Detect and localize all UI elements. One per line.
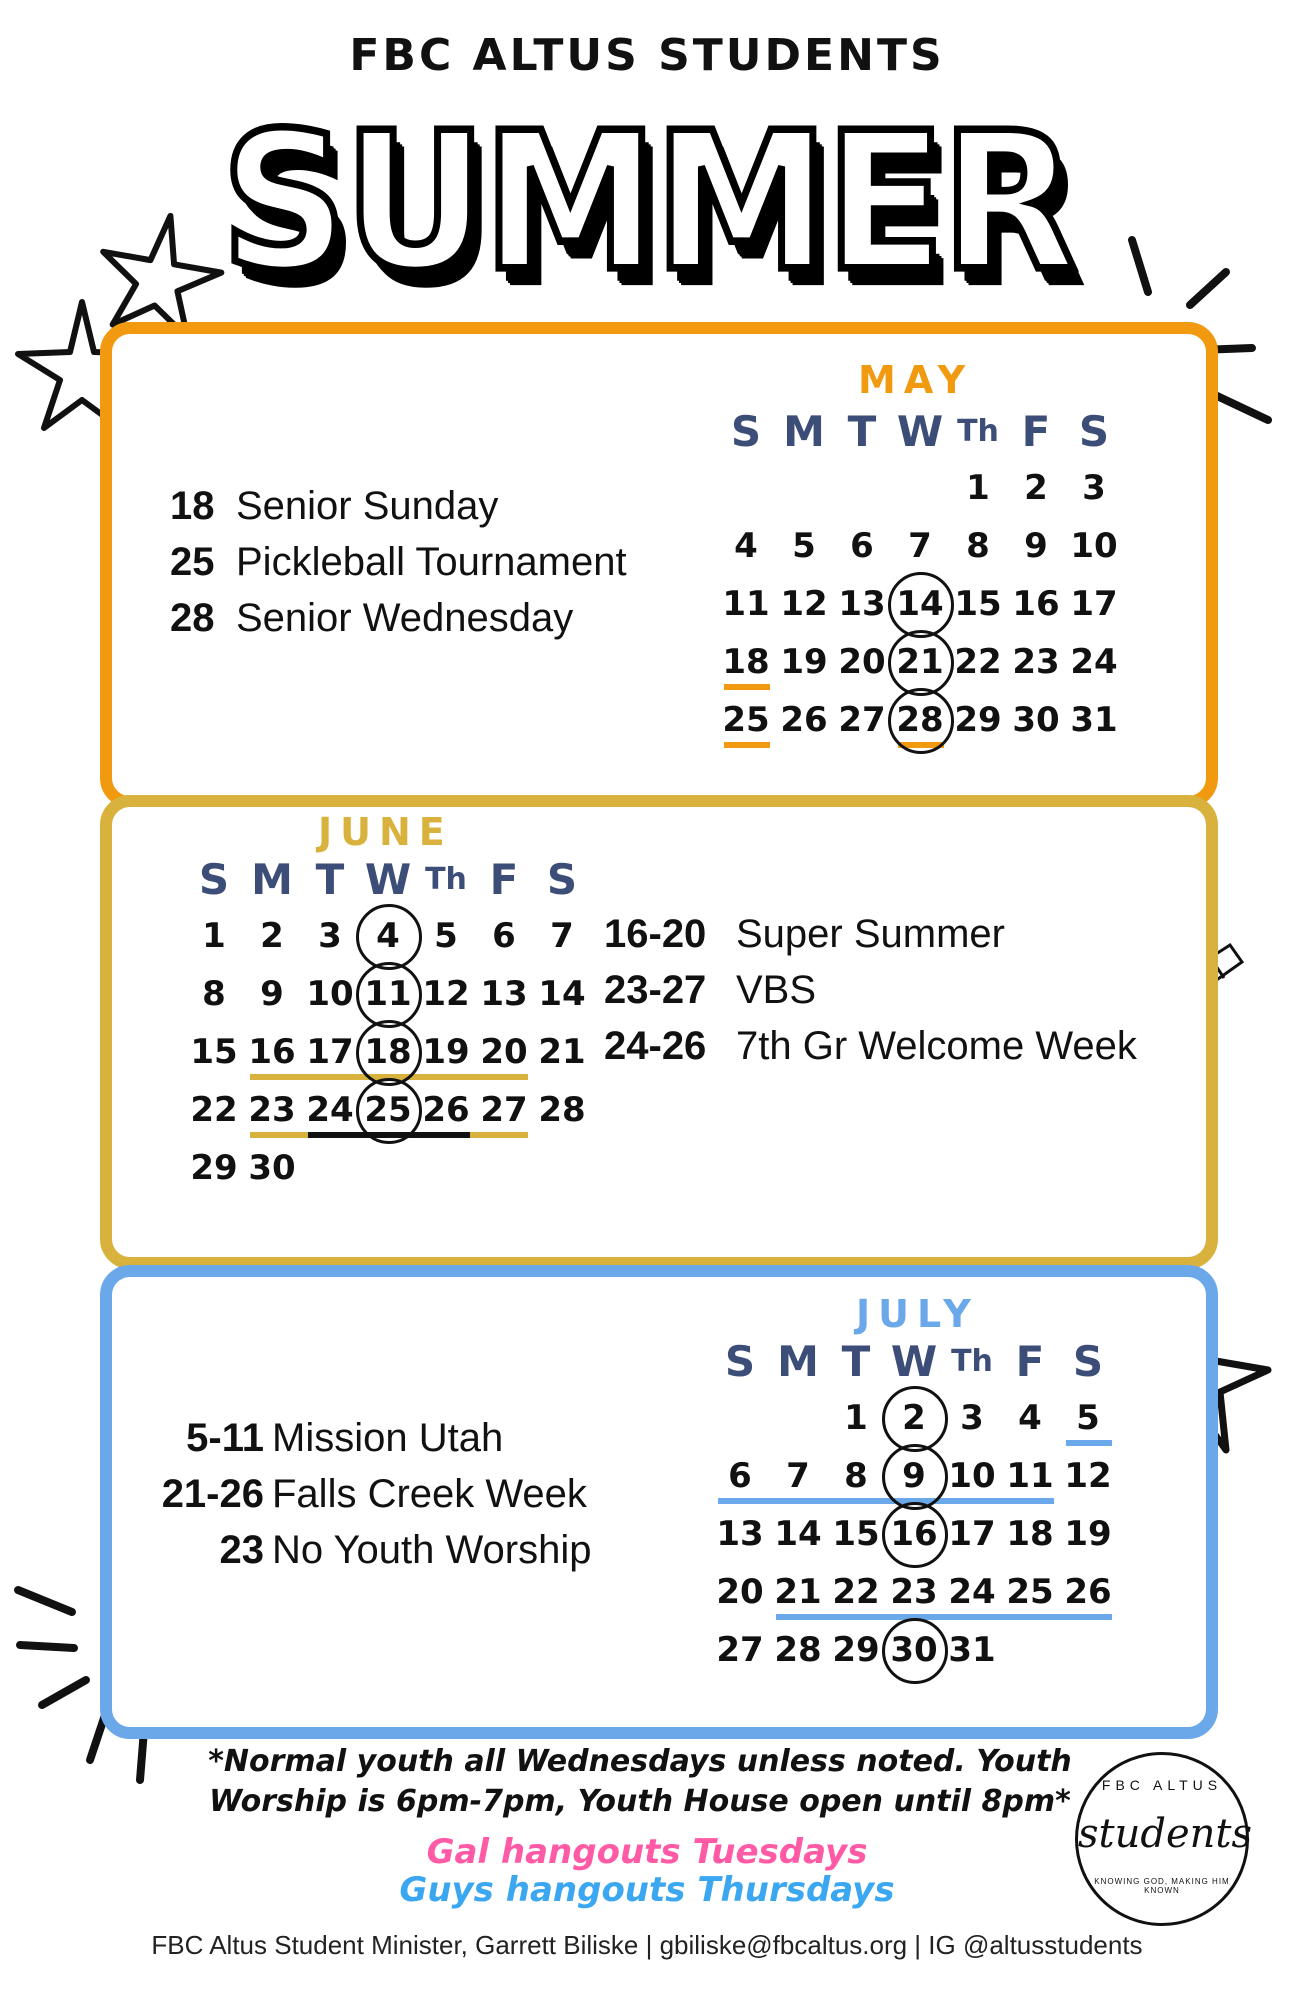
event-row: [604, 1018, 1137, 1074]
calendar-day: 30: [890, 1630, 938, 1670]
calendar-day: 7: [908, 526, 932, 566]
weekday-header: M: [783, 407, 825, 456]
june-month-label: JUNE: [318, 810, 453, 854]
wednesday-circle: [882, 1502, 948, 1568]
may-month-label: MAY: [858, 358, 974, 402]
calendar-day: 16: [248, 1032, 296, 1072]
calendar-day: 20: [838, 642, 886, 682]
calendar-day: 7: [786, 1456, 810, 1496]
calendar-day: 21: [774, 1572, 822, 1612]
weekday-header: W: [890, 1337, 938, 1386]
calendar-day: 28: [774, 1630, 822, 1670]
calendar-day: 23: [248, 1090, 296, 1130]
calendar-day: 1: [966, 468, 990, 508]
calendar-day: 15: [832, 1514, 880, 1554]
logo-bottom-text: KNOWING GOD, MAKING HIM KNOWN: [1094, 1877, 1230, 1895]
calendar-day: 11: [1006, 1456, 1054, 1496]
calendar-day: 22: [954, 642, 1002, 682]
calendar-day: 13: [716, 1514, 764, 1554]
calendar-day: 2: [1024, 468, 1048, 508]
page-title: FBC ALTUS STUDENTS: [349, 30, 945, 81]
weekday-header: W: [364, 855, 412, 904]
calendar-day: 12: [422, 974, 470, 1014]
event-date: 21-26: [161, 1472, 264, 1516]
calendar-day: 24: [948, 1572, 996, 1612]
event-date: 5-11: [186, 1416, 264, 1460]
event-row: [170, 534, 627, 590]
event-label: Super Summer: [736, 912, 1005, 956]
weekday-header: W: [896, 407, 944, 456]
calendar-day: 2: [260, 916, 284, 956]
calendar-day: 8: [202, 974, 226, 1014]
calendar-day: 28: [538, 1090, 586, 1130]
calendar-day: 13: [838, 584, 886, 624]
wednesday-circle: [888, 688, 954, 754]
event-row: [604, 906, 1137, 962]
calendar-day: 3: [960, 1398, 984, 1438]
calendar-day: 19: [1064, 1514, 1112, 1554]
weekday-header: S: [198, 855, 230, 904]
event-date: 23: [219, 1528, 264, 1572]
logo-top-text: FBC ALTUS: [1101, 1777, 1223, 1793]
calendar-day: 26: [422, 1090, 470, 1130]
calendar-day: 25: [722, 700, 770, 740]
calendar-day: 9: [902, 1456, 926, 1496]
june-events-list: [604, 906, 1137, 1074]
event-row: [170, 590, 627, 646]
calendar-day: 24: [1070, 642, 1118, 682]
weekday-header: T: [841, 1337, 871, 1386]
guys-hangouts-text: Guys hangouts Thursdays: [399, 1870, 895, 1910]
calendar-day: 4: [376, 916, 400, 956]
event-label: No Youth Worship: [272, 1528, 592, 1572]
calendar-day: 13: [480, 974, 528, 1014]
calendar-day: 25: [1006, 1572, 1054, 1612]
event-row: [140, 1522, 591, 1578]
wednesday-circle: [356, 1020, 422, 1086]
calendar-day: 9: [1024, 526, 1048, 566]
calendar-day: 19: [422, 1032, 470, 1072]
weekday-header: S: [1078, 407, 1110, 456]
calendar-day: 10: [948, 1456, 996, 1496]
weekday-header: F: [1021, 407, 1051, 456]
calendar-day: 14: [896, 584, 944, 624]
calendar-day: 9: [260, 974, 284, 1014]
calendar-day: 16: [1012, 584, 1060, 624]
calendar-day: 22: [190, 1090, 238, 1130]
calendar-day: 11: [364, 974, 412, 1014]
students-logo: [1075, 1752, 1253, 1926]
event-date: 16-20: [604, 912, 707, 956]
weekday-header: Th: [951, 1344, 993, 1379]
weekday-header: Th: [957, 414, 999, 449]
calendar-day: 18: [364, 1032, 412, 1072]
weekday-header: S: [724, 1337, 756, 1386]
wednesday-circle: [356, 904, 422, 970]
calendar-day: 27: [480, 1090, 528, 1130]
event-date: 23-27: [604, 968, 707, 1012]
calendar-day: 22: [832, 1572, 880, 1612]
calendar-day: 15: [190, 1032, 238, 1072]
calendar-day: 23: [890, 1572, 938, 1612]
event-date: 25: [170, 540, 215, 584]
calendar-day: 26: [780, 700, 828, 740]
calendar-day: 4: [734, 526, 758, 566]
weekday-header: S: [730, 407, 762, 456]
calendar-day: 17: [1070, 584, 1118, 624]
event-date: 18: [170, 484, 215, 528]
wednesday-circle: [888, 630, 954, 696]
calendar-day: 20: [480, 1032, 528, 1072]
calendar-day: 31: [1070, 700, 1118, 740]
calendar-day: 18: [722, 642, 770, 682]
calendar-day: 2: [902, 1398, 926, 1438]
event-label: Mission Utah: [272, 1416, 504, 1460]
weekday-header: M: [251, 855, 293, 904]
weekday-header: S: [1072, 1337, 1104, 1386]
calendar-day: 7: [550, 916, 574, 956]
calendar-day: 14: [774, 1514, 822, 1554]
calendar-day: 11: [722, 584, 770, 624]
event-date: 28: [170, 596, 215, 640]
calendar-day: 4: [1018, 1398, 1042, 1438]
contact-info: FBC Altus Student Minister, Garrett Biliske | gbiliske@fbcaltus.org | IG @altusstudents: [151, 1930, 1143, 1960]
wednesday-circle: [888, 572, 954, 638]
event-row: [140, 1410, 591, 1466]
event-row: [604, 962, 1137, 1018]
weekday-header: T: [315, 855, 345, 904]
wednesday-circle: [356, 1078, 422, 1144]
event-row: [140, 1466, 591, 1522]
wednesday-circle: [356, 962, 422, 1028]
event-label: Senior Sunday: [236, 484, 499, 528]
calendar-day: 21: [538, 1032, 586, 1072]
calendar-day: 25: [364, 1090, 412, 1130]
calendar-day: 17: [948, 1514, 996, 1554]
calendar-day: 6: [850, 526, 874, 566]
gal-hangouts-text: Gal hangouts Tuesdays: [426, 1832, 868, 1872]
weekday-header: T: [847, 407, 877, 456]
calendar-day: 3: [318, 916, 342, 956]
calendar-day: 6: [492, 916, 516, 956]
wednesday-circle: [882, 1444, 948, 1510]
calendar-day: 31: [948, 1630, 996, 1670]
calendar-day: 29: [190, 1148, 238, 1188]
calendar-day: 27: [716, 1630, 764, 1670]
weekday-header: F: [489, 855, 519, 904]
event-label: Falls Creek Week: [272, 1472, 587, 1516]
event-row: [170, 478, 627, 534]
note-line: *Normal youth all Wednesdays unless noted. Youth: [208, 1744, 1072, 1779]
calendar-day: 28: [896, 700, 944, 740]
calendar-day: 23: [1012, 642, 1060, 682]
event-label: Senior Wednesday: [236, 596, 574, 640]
weekday-header: F: [1015, 1337, 1045, 1386]
logo-main-text: students: [1078, 1811, 1253, 1857]
calendar-day: 8: [966, 526, 990, 566]
calendar-day: 20: [716, 1572, 764, 1612]
calendar-day: 18: [1006, 1514, 1054, 1554]
calendar-day: 27: [838, 700, 886, 740]
may-events-list: [170, 478, 627, 646]
wednesday-circle: [882, 1618, 948, 1684]
calendar-day: 10: [1070, 526, 1118, 566]
wednesday-circle: [882, 1386, 948, 1452]
calendar-day: 14: [538, 974, 586, 1014]
calendar-day: 1: [844, 1398, 868, 1438]
event-label: 7th Gr Welcome Week: [736, 1024, 1137, 1068]
weekday-header: M: [777, 1337, 819, 1386]
calendar-day: 12: [780, 584, 828, 624]
calendar-day: 26: [1064, 1572, 1112, 1612]
calendar-day: 21: [896, 642, 944, 682]
event-date: 24-26: [604, 1024, 707, 1068]
calendar-day: 12: [1064, 1456, 1112, 1496]
event-label: Pickleball Tournament: [236, 540, 627, 584]
calendar-day: 30: [1012, 700, 1060, 740]
calendar-day: 16: [890, 1514, 938, 1554]
calendar-day: 15: [954, 584, 1002, 624]
calendar-day: 5: [434, 916, 458, 956]
weekday-header: Th: [425, 862, 467, 897]
calendar-day: 29: [832, 1630, 880, 1670]
calendar-day: 6: [728, 1456, 752, 1496]
calendar-day: 5: [1076, 1398, 1100, 1438]
calendar-day: 5: [792, 526, 816, 566]
calendar-day: 3: [1082, 468, 1106, 508]
schedule-note: [190, 1742, 1090, 1822]
calendar-day: 17: [306, 1032, 354, 1072]
july-events-list: [140, 1410, 591, 1578]
calendar-day: 8: [844, 1456, 868, 1496]
july-month-label: JULY: [856, 1292, 979, 1336]
calendar-day: 24: [306, 1090, 354, 1130]
calendar-day: 30: [248, 1148, 296, 1188]
calendar-day: 1: [202, 916, 226, 956]
calendar-day: 10: [306, 974, 354, 1014]
summer-headline: SUMMER: [221, 91, 1073, 314]
note-line: Worship is 6pm-7pm, Youth House open until 8pm*: [209, 1784, 1071, 1819]
calendar-day: 29: [954, 700, 1002, 740]
event-label: VBS: [736, 968, 817, 1012]
weekday-header: S: [546, 855, 578, 904]
calendar-day: 19: [780, 642, 828, 682]
